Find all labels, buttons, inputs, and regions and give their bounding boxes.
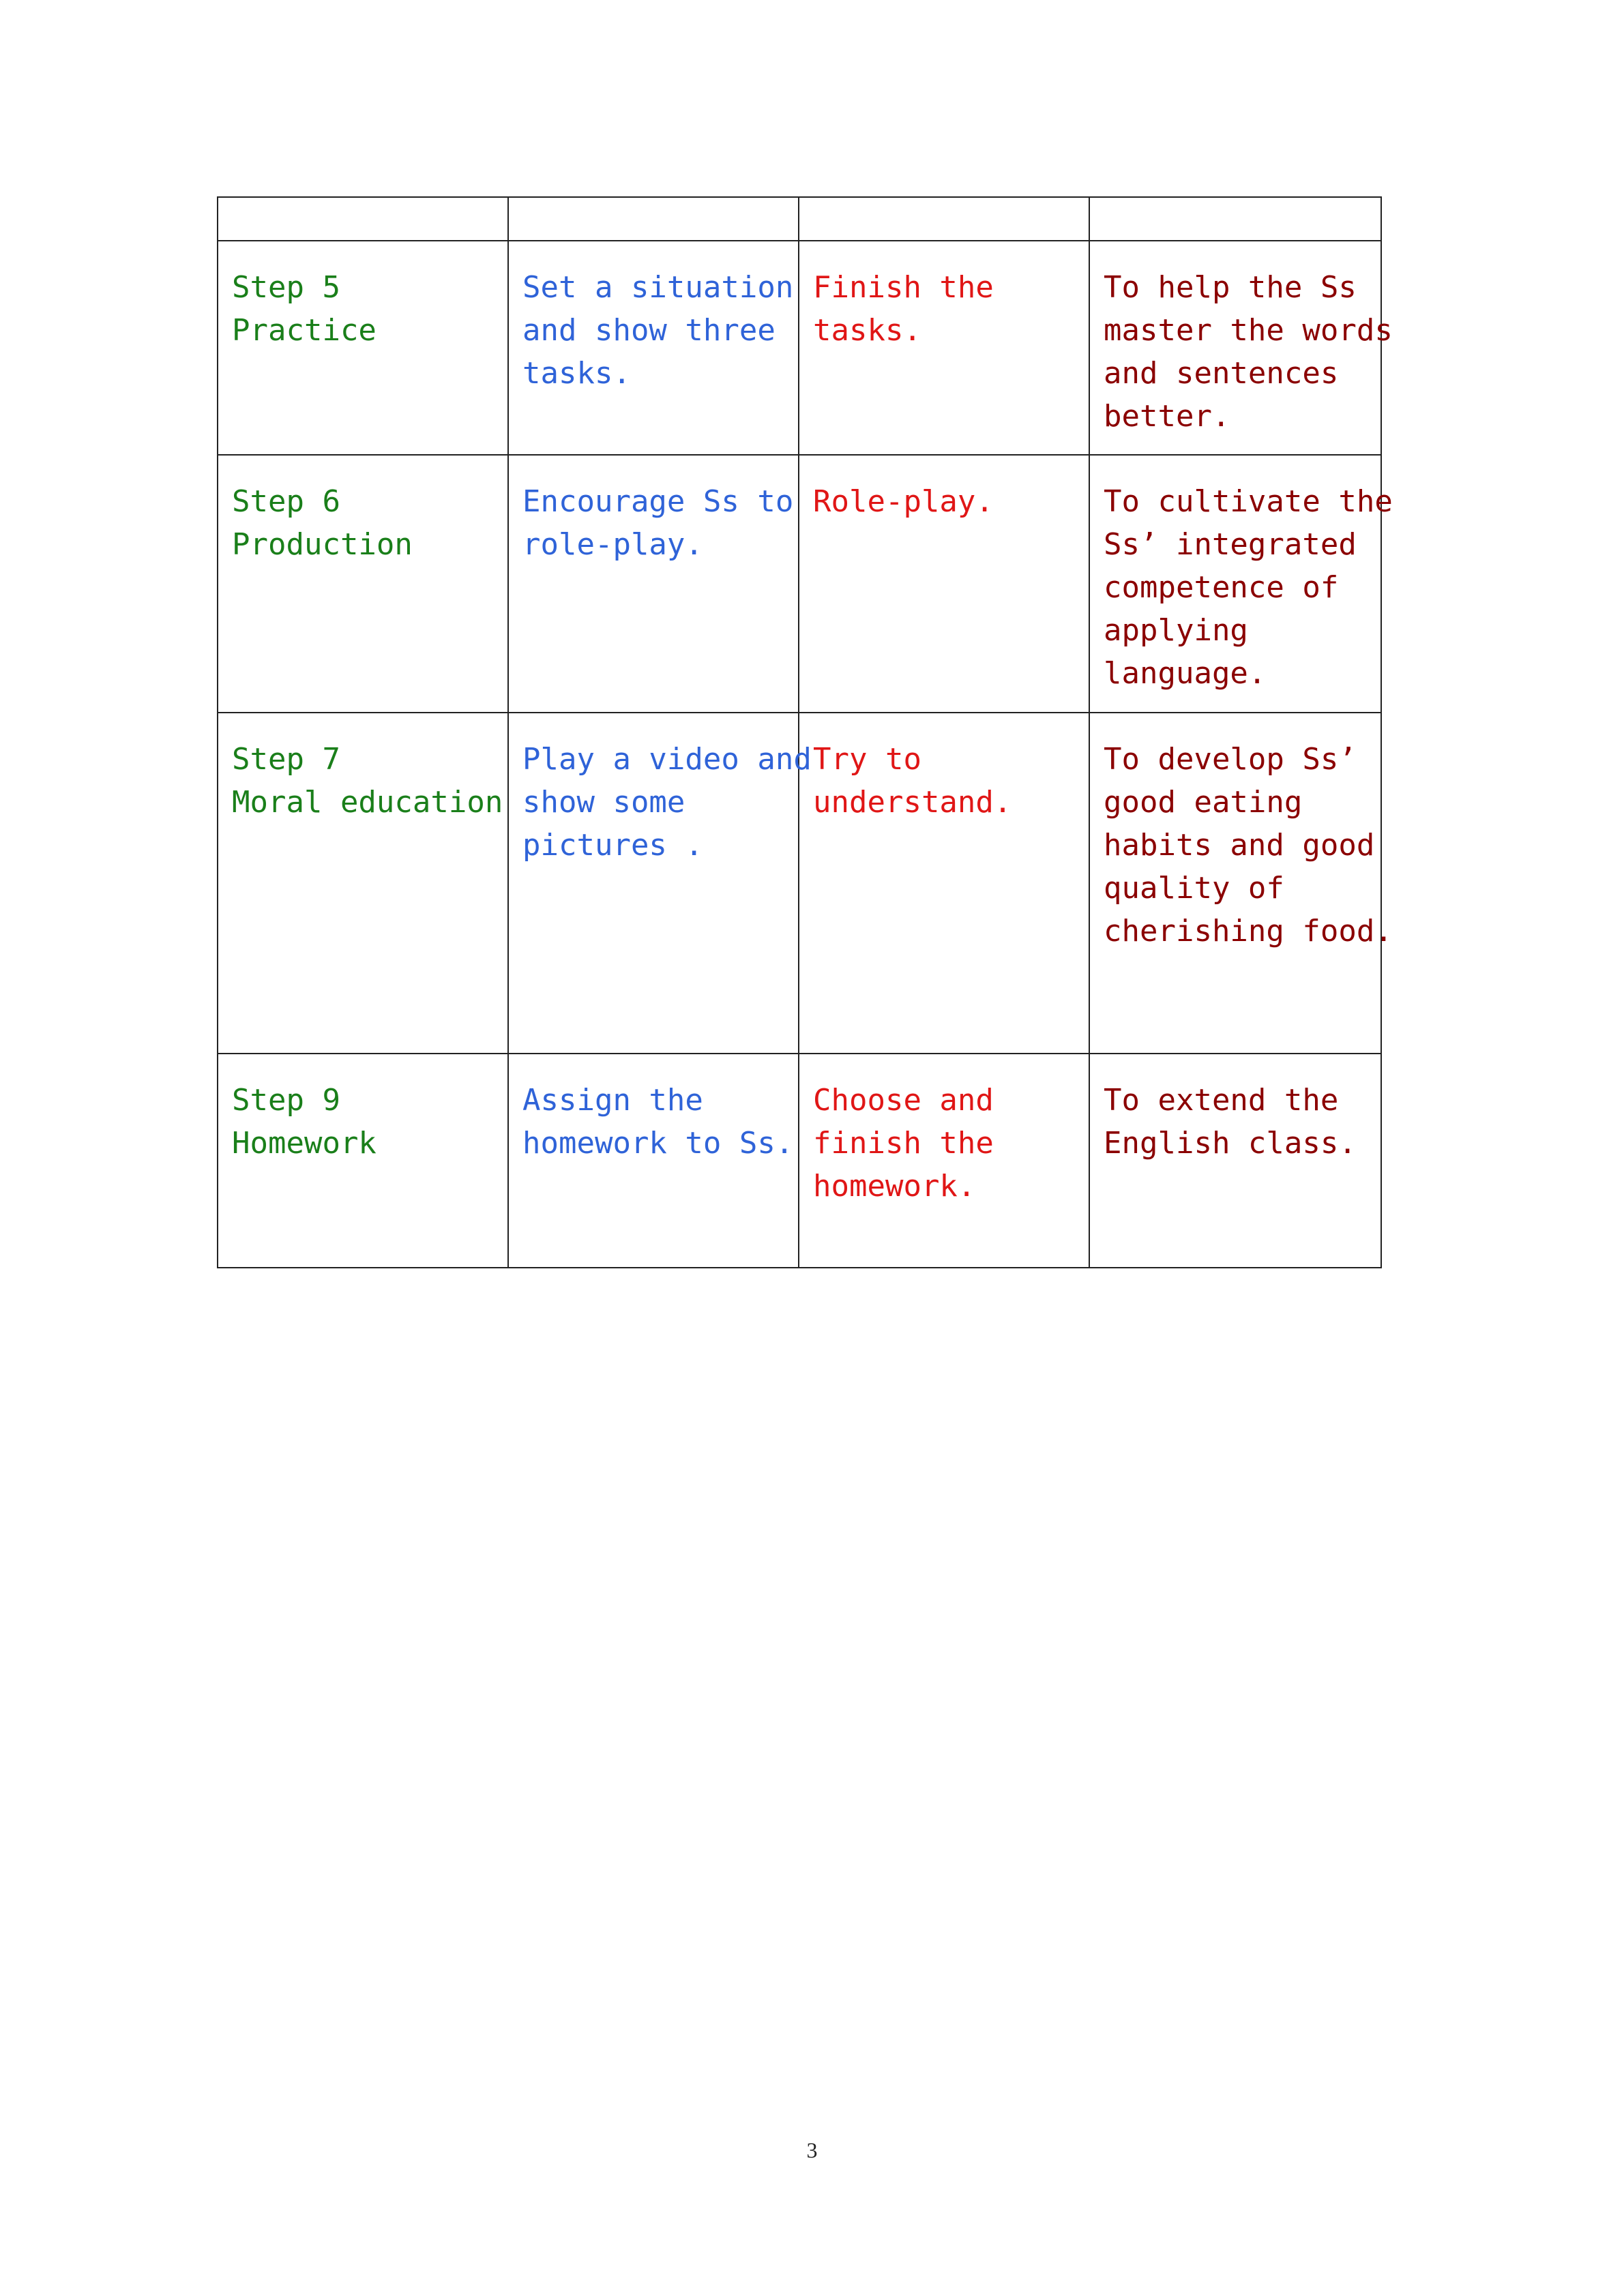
step-number: Step 6 <box>232 484 340 519</box>
student-activity-cell <box>799 241 1089 455</box>
purpose-line: good eating <box>1104 785 1303 820</box>
purpose-line: English class. <box>1104 1126 1357 1161</box>
teacher-activity-line: Set a situation <box>522 270 794 305</box>
table-row <box>218 241 1381 455</box>
step-cell <box>218 241 508 455</box>
student-activity-cell <box>799 455 1089 713</box>
teacher-activity-cell <box>508 1054 799 1268</box>
student-activity-line: Try to <box>813 742 921 777</box>
teacher-activity-cell <box>508 455 799 713</box>
purpose-line: To cultivate the <box>1104 484 1393 519</box>
teacher-activity-line: Assign the <box>522 1083 703 1118</box>
teacher-activity-line: Play a video and <box>522 742 812 777</box>
purpose-cell <box>1089 455 1393 713</box>
table-row <box>218 1054 1381 1268</box>
step-number: Step 7 <box>232 742 340 777</box>
step-title: Moral education <box>232 785 503 820</box>
purpose-line: To develop Ss’ <box>1104 742 1357 777</box>
header-cell-student <box>799 197 1089 241</box>
header-cell-teacher <box>508 197 799 241</box>
purpose-line: habits and good <box>1104 828 1375 863</box>
student-activity-line: tasks. <box>813 313 921 348</box>
purpose-line: Ss’ integrated <box>1104 527 1357 562</box>
teacher-activity-line: pictures . <box>522 828 703 863</box>
student-activity-cell <box>799 713 1089 1054</box>
purpose-line: cherishing food. <box>1104 914 1393 949</box>
purpose-line: applying <box>1104 613 1248 648</box>
teacher-activity-line: role-play. <box>522 527 703 562</box>
student-activity-line: homework. <box>813 1169 976 1204</box>
step-cell <box>218 455 508 713</box>
student-activity-line: Finish the <box>813 270 994 305</box>
purpose-cell <box>1089 713 1393 1054</box>
teacher-activity-line: tasks. <box>522 356 631 391</box>
teacher-activity-line: Encourage Ss to <box>522 484 794 519</box>
student-activity-line: understand. <box>813 785 1012 820</box>
purpose-line: better. <box>1104 399 1230 434</box>
purpose-line: To extend the <box>1104 1083 1339 1118</box>
teacher-activity-cell <box>508 241 799 455</box>
header-cell-step <box>218 197 508 241</box>
step-title: Homework <box>232 1126 377 1161</box>
purpose-cell <box>1089 1054 1381 1268</box>
teacher-activity-line: show some <box>522 785 685 820</box>
purpose-line: To help the Ss <box>1104 270 1357 305</box>
teacher-activity-cell <box>508 713 812 1054</box>
header-cell-purpose <box>1089 197 1381 241</box>
step-title: Practice <box>232 313 377 348</box>
teacher-activity-line: homework to Ss. <box>522 1126 794 1161</box>
lesson-plan-table <box>217 196 1393 1268</box>
purpose-line: language. <box>1104 656 1267 691</box>
step-cell <box>218 1054 508 1268</box>
purpose-line: and sentences <box>1104 356 1339 391</box>
table-row <box>218 713 1381 1054</box>
teacher-activity-line: and show three <box>522 313 776 348</box>
purpose-line: competence of <box>1104 570 1339 605</box>
table-header-row <box>218 197 1381 241</box>
table-row <box>218 455 1381 713</box>
student-activity-line: finish the <box>813 1126 994 1161</box>
purpose-line: quality of <box>1104 871 1284 906</box>
purpose-line: master the words <box>1104 313 1393 348</box>
step-number: Step 5 <box>232 270 340 305</box>
step-title: Production <box>232 527 413 562</box>
purpose-cell <box>1089 241 1393 455</box>
page-number: 3 <box>806 2138 818 2162</box>
student-activity-cell <box>799 1054 1089 1268</box>
step-number: Step 9 <box>232 1083 340 1118</box>
student-activity-line: Choose and <box>813 1083 994 1118</box>
step-cell <box>218 713 508 1054</box>
student-activity-line: Role-play. <box>813 484 994 519</box>
